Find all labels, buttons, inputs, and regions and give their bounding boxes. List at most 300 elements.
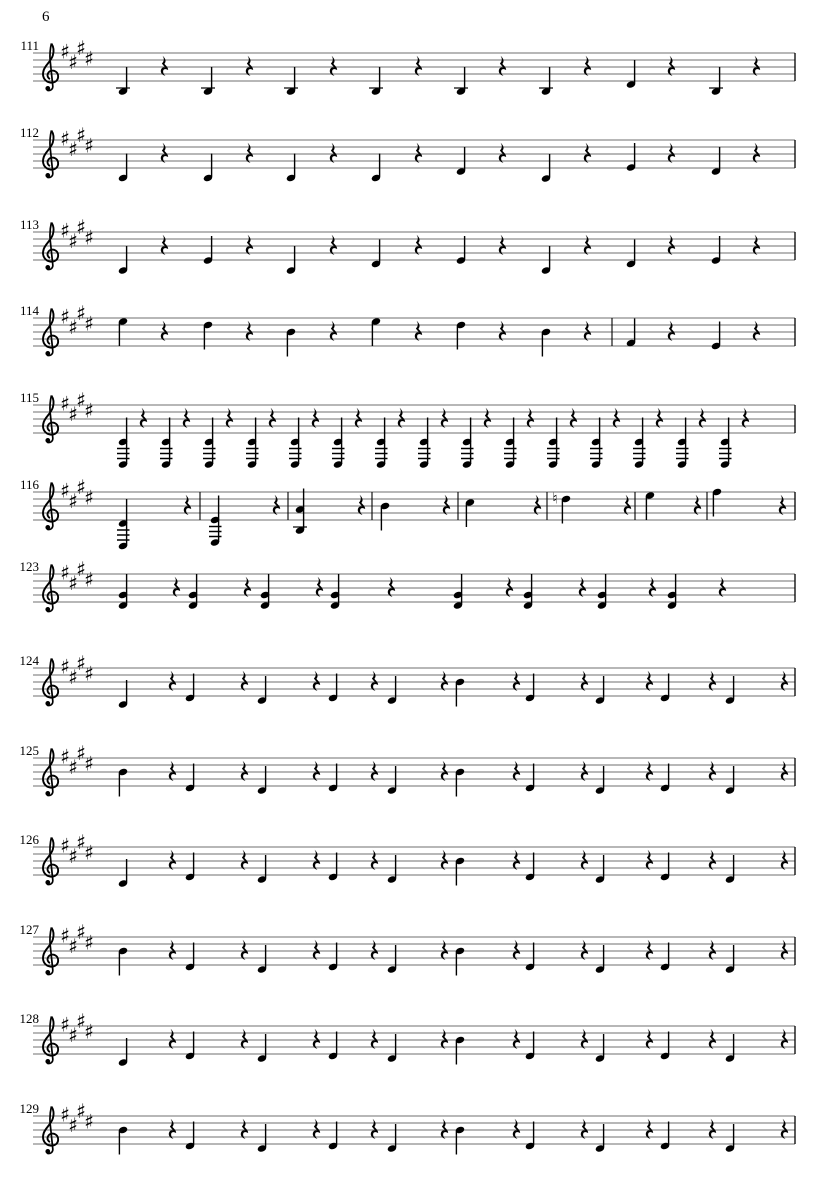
quarter-rest <box>646 671 653 691</box>
quarter-note <box>185 1032 195 1061</box>
quarter-note <box>203 321 213 350</box>
quarter-note <box>456 236 466 265</box>
quarter-rest <box>753 56 760 76</box>
quarter-rest <box>388 577 395 597</box>
treble-clef-dot <box>45 525 50 530</box>
quarter-note <box>525 853 535 882</box>
quarter-rest <box>313 850 320 870</box>
staff-system-114 <box>20 301 795 357</box>
quarter-rest <box>244 577 251 597</box>
quarter-rest <box>371 940 378 960</box>
quarter-rest <box>241 761 248 781</box>
quarter-rest <box>398 408 405 428</box>
quarter-rest <box>316 577 323 597</box>
quarter-note <box>525 943 535 972</box>
quarter-rest <box>513 850 520 870</box>
cluster-chord <box>203 418 216 469</box>
treble-clef-dot <box>45 438 50 443</box>
quarter-note <box>257 676 267 705</box>
key-signature-sharp: ♯ <box>76 301 86 325</box>
key-signature-sharp: ♯ <box>68 571 78 595</box>
measure-number: 114 <box>19 303 39 318</box>
treble-clef-dot <box>45 880 50 885</box>
quarter-note <box>595 1124 605 1153</box>
key-signature-sharp: ♯ <box>60 654 70 679</box>
quarter-note <box>257 945 267 974</box>
chord <box>667 574 677 610</box>
quarter-rest <box>443 495 450 515</box>
staff-system-111 <box>20 36 795 96</box>
quarter-rest <box>781 940 788 960</box>
key-signature-sharp: ♯ <box>68 665 78 689</box>
quarter-note <box>185 764 195 793</box>
quarter-rest <box>330 56 337 76</box>
quarter-rest <box>646 850 653 870</box>
quarter-rest <box>441 1119 448 1139</box>
cluster-chord <box>633 418 646 469</box>
quarter-rest <box>513 761 520 781</box>
quarter-rest <box>371 1119 378 1139</box>
cluster-chord <box>418 418 431 469</box>
key-signature-sharp: ♯ <box>60 923 70 948</box>
quarter-note <box>711 236 721 265</box>
key-signature-sharp: ♯ <box>68 402 78 426</box>
measure-number: 123 <box>19 559 39 574</box>
quarter-rest <box>169 761 176 781</box>
quarter-note <box>328 1122 338 1151</box>
quarter-rest <box>656 408 663 428</box>
quarter-rest <box>584 321 591 341</box>
key-signature-sharp: ♯ <box>76 1009 86 1033</box>
cluster-chord <box>289 418 302 469</box>
quarter-note <box>328 674 338 703</box>
quarter-rest <box>781 761 788 781</box>
cluster-chord <box>719 418 732 469</box>
key-signature-sharp: ♯ <box>84 661 94 686</box>
treble-clef-dot <box>45 86 50 91</box>
chord <box>597 574 607 610</box>
quarter-rest <box>584 235 591 255</box>
quarter-note <box>257 766 267 795</box>
quarter-note <box>456 321 466 350</box>
quarter-rest <box>241 1119 248 1139</box>
quarter-rest <box>668 235 675 255</box>
quarter-note <box>455 857 465 886</box>
key-signature-sharp: ♯ <box>76 388 86 412</box>
quarter-note <box>185 1122 195 1151</box>
quarter-rest <box>694 495 701 515</box>
cluster-chord <box>461 418 474 469</box>
quarter-rest <box>499 56 506 76</box>
treble-clef-dot <box>45 1059 50 1064</box>
key-signature-sharp: ♯ <box>68 755 78 779</box>
quarter-note <box>660 853 670 882</box>
key-signature-sharp: ♯ <box>68 50 78 74</box>
quarter-note <box>387 766 397 795</box>
quarter-rest <box>441 408 448 428</box>
key-signature-sharp: ♯ <box>84 311 94 336</box>
quarter-rest <box>584 56 591 76</box>
treble-clef-dot <box>45 1149 50 1154</box>
quarter-note <box>595 855 605 884</box>
key-signature-sharp: ♯ <box>68 844 78 868</box>
quarter-rest <box>753 143 760 163</box>
quarter-rest <box>371 1029 378 1049</box>
staff-system-116 <box>20 475 795 550</box>
quarter-note <box>541 328 551 357</box>
quarter-rest <box>441 850 448 870</box>
quarter-note <box>185 943 195 972</box>
quarter-rest <box>570 408 577 428</box>
quarter-rest <box>709 940 716 960</box>
quarter-note <box>118 947 128 976</box>
quarter-note <box>387 945 397 974</box>
quarter-rest <box>781 1119 788 1139</box>
quarter-note <box>257 1124 267 1153</box>
quarter-note <box>455 768 465 797</box>
chord <box>523 574 533 610</box>
quarter-rest <box>781 1029 788 1049</box>
key-signature-sharp: ♯ <box>68 1113 78 1137</box>
quarter-rest <box>779 495 786 515</box>
quarter-note <box>118 680 128 709</box>
quarter-rest <box>169 940 176 960</box>
quarter-rest <box>330 321 337 341</box>
cluster-chord <box>209 496 222 547</box>
quarter-note <box>725 945 735 974</box>
key-signature-sharp: ♯ <box>60 833 70 858</box>
key-signature-sharp: ♯ <box>84 133 94 158</box>
quarter-note <box>725 855 735 884</box>
key-signature-sharp: ♯ <box>60 304 70 329</box>
measure-number: 129 <box>19 1101 39 1116</box>
quarter-rest <box>241 940 248 960</box>
quarter-rest <box>709 761 716 781</box>
quarter-note <box>185 853 195 882</box>
quarter-rest <box>313 940 320 960</box>
quarter-rest <box>169 850 176 870</box>
measure-number: 126 <box>19 832 39 847</box>
cluster-chord <box>160 418 173 469</box>
quarter-rest <box>709 1029 716 1049</box>
key-signature-sharp: ♯ <box>76 741 86 765</box>
key-signature-sharp: ♯ <box>68 315 78 339</box>
staff-system-112 <box>20 123 795 183</box>
chord <box>293 489 307 535</box>
quarter-note <box>328 764 338 793</box>
staff-system-123 <box>20 557 796 612</box>
key-signature-sharp: ♯ <box>76 215 86 239</box>
quarter-rest <box>484 408 491 428</box>
quarter-rest <box>742 408 749 428</box>
measure-number: 111 <box>20 38 39 53</box>
key-signature-sharp: ♯ <box>76 920 86 944</box>
key-signature-sharp: ♯ <box>84 840 94 865</box>
chord <box>453 574 463 610</box>
treble-clef-dot <box>45 265 50 270</box>
quarter-rest <box>226 408 233 428</box>
quarter-rest <box>646 940 653 960</box>
key-signature-sharp: ♯ <box>68 489 78 513</box>
quarter-rest <box>513 1029 520 1049</box>
quarter-note <box>660 1032 670 1061</box>
key-signature-sharp: ♯ <box>60 218 70 243</box>
measure-number: 125 <box>19 743 39 758</box>
quarter-note <box>118 768 128 797</box>
key-signature-sharp: ♯ <box>60 744 70 769</box>
quarter-rest <box>579 577 586 597</box>
quarter-note <box>660 764 670 793</box>
quarter-note <box>525 1122 535 1151</box>
quarter-rest <box>330 235 337 255</box>
quarter-note <box>595 676 605 705</box>
quarter-note <box>525 1032 535 1061</box>
quarter-rest <box>668 143 675 163</box>
chord <box>118 574 128 610</box>
quarter-rest <box>646 761 653 781</box>
quarter-rest <box>581 940 588 960</box>
cluster-chord <box>547 418 560 469</box>
quarter-rest <box>313 761 320 781</box>
quarter-rest <box>649 577 656 597</box>
quarter-rest <box>415 321 422 341</box>
quarter-rest <box>241 850 248 870</box>
key-signature-sharp: ♯ <box>76 557 86 581</box>
quarter-rest <box>169 1029 176 1049</box>
staff-system-115 <box>20 388 795 469</box>
key-signature-sharp: ♯ <box>68 934 78 958</box>
measure-number: 115 <box>19 390 39 405</box>
quarter-note <box>725 1034 735 1063</box>
quarter-note <box>371 240 381 269</box>
key-signature-sharp: ♯ <box>76 1099 86 1123</box>
quarter-rest <box>441 940 448 960</box>
cluster-chord <box>504 418 517 469</box>
quarter-note <box>387 1034 397 1063</box>
cluster-chord <box>117 418 130 469</box>
quarter-rest <box>330 143 337 163</box>
quarter-rest <box>169 671 176 691</box>
cluster-chord <box>590 418 603 469</box>
staff-system-113 <box>20 215 795 275</box>
quarter-rest <box>753 235 760 255</box>
quarter-rest <box>513 1119 520 1139</box>
quarter-rest <box>581 1029 588 1049</box>
quarter-rest <box>527 408 534 428</box>
quarter-rest <box>246 56 253 76</box>
staff-system-126 <box>20 830 796 888</box>
quarter-rest <box>183 408 190 428</box>
key-signature-sharp: ♯ <box>68 1023 78 1047</box>
key-signature-sharp: ♯ <box>60 391 70 416</box>
quarter-rest <box>709 850 716 870</box>
key-signature-sharp: ♯ <box>76 123 86 147</box>
quarter-rest <box>161 56 168 76</box>
quarter-note <box>660 943 670 972</box>
quarter-note <box>595 766 605 795</box>
quarter-rest <box>355 408 362 428</box>
quarter-note <box>595 945 605 974</box>
quarter-rest <box>173 577 180 597</box>
quarter-note <box>387 855 397 884</box>
cluster-chord <box>332 418 345 469</box>
quarter-note <box>328 943 338 972</box>
quarter-rest <box>269 408 276 428</box>
quarter-note <box>387 676 397 705</box>
chord <box>260 574 270 610</box>
quarter-rest <box>668 56 675 76</box>
key-signature-sharp: ♯ <box>84 398 94 423</box>
measure-number: 113 <box>19 217 39 232</box>
quarter-rest <box>719 577 726 597</box>
quarter-rest <box>313 1119 320 1139</box>
quarter-note <box>660 674 670 703</box>
quarter-rest <box>709 671 716 691</box>
quarter-note <box>595 1034 605 1063</box>
quarter-rest <box>246 235 253 255</box>
quarter-rest <box>513 671 520 691</box>
quarter-note <box>455 1036 465 1065</box>
quarter-note <box>626 319 636 348</box>
quarter-rest <box>273 495 280 515</box>
quarter-rest <box>646 1119 653 1139</box>
quarter-rest <box>581 761 588 781</box>
quarter-note <box>328 1032 338 1061</box>
measure-number: 124 <box>19 653 39 668</box>
quarter-rest <box>140 408 147 428</box>
quarter-rest <box>581 850 588 870</box>
treble-clef-dot <box>45 351 50 356</box>
quarter-note <box>711 322 721 351</box>
staff-system-127 <box>20 920 796 976</box>
quarter-rest <box>371 671 378 691</box>
quarter-rest <box>581 1119 588 1139</box>
key-signature-sharp: ♯ <box>68 137 78 161</box>
staff-system-129 <box>20 1099 796 1155</box>
measure-number: 112 <box>19 125 39 140</box>
quarter-note <box>257 855 267 884</box>
key-signature-sharp: ♯ <box>84 1109 94 1134</box>
key-signature-sharp: ♯ <box>84 46 94 71</box>
quarter-note <box>257 1034 267 1063</box>
quarter-note <box>203 236 213 265</box>
quarter-note <box>725 1124 735 1153</box>
quarter-rest <box>668 321 675 341</box>
quarter-rest <box>313 671 320 691</box>
quarter-note <box>185 674 195 703</box>
treble-clef-dot <box>45 701 50 706</box>
quarter-rest <box>371 850 378 870</box>
quarter-rest <box>709 1119 716 1139</box>
key-signature-sharp: ♯ <box>84 930 94 955</box>
quarter-rest <box>169 1119 176 1139</box>
cluster-chord <box>246 418 259 469</box>
quarter-rest <box>613 408 620 428</box>
quarter-rest <box>312 408 319 428</box>
quarter-rest <box>415 143 422 163</box>
quarter-rest <box>161 143 168 163</box>
key-signature-sharp: ♯ <box>60 39 70 64</box>
quarter-rest <box>358 495 365 515</box>
chord <box>188 574 198 610</box>
quarter-note <box>118 859 128 888</box>
page-number: 6 <box>42 9 50 25</box>
key-signature-sharp: ♯ <box>84 485 94 510</box>
measure-number: 116 <box>19 477 39 492</box>
quarter-note <box>118 1126 128 1155</box>
cluster-chord <box>676 418 689 469</box>
quarter-note <box>525 764 535 793</box>
cluster-chord <box>375 418 388 469</box>
quarter-rest <box>415 235 422 255</box>
key-signature-sharp: ♯ <box>60 560 70 585</box>
quarter-rest <box>781 671 788 691</box>
quarter-note <box>286 328 296 357</box>
measure-number: 128 <box>19 1011 39 1026</box>
quarter-rest <box>241 671 248 691</box>
quarter-note <box>328 853 338 882</box>
quarter-rest <box>534 495 541 515</box>
key-signature-sharp: ♯ <box>84 225 94 250</box>
quarter-note <box>660 1122 670 1151</box>
treble-clef-dot <box>45 970 50 975</box>
quarter-note <box>455 947 465 976</box>
cluster-chord <box>117 499 130 550</box>
quarter-rest <box>441 671 448 691</box>
measure-number: 127 <box>19 922 39 937</box>
quarter-rest <box>499 143 506 163</box>
quarter-rest <box>506 577 513 597</box>
quarter-note <box>525 674 535 703</box>
quarter-rest <box>241 1029 248 1049</box>
quarter-note <box>455 678 465 707</box>
quarter-rest <box>584 143 591 163</box>
quarter-rest <box>371 761 378 781</box>
quarter-rest <box>441 761 448 781</box>
key-signature-sharp: ♯ <box>60 478 70 503</box>
quarter-note <box>455 1126 465 1155</box>
quarter-note <box>725 766 735 795</box>
key-signature-sharp: ♯ <box>68 229 78 253</box>
quarter-note <box>712 488 722 517</box>
key-signature-sharp: ♯ <box>60 1012 70 1037</box>
quarter-rest <box>646 1029 653 1049</box>
quarter-rest <box>161 235 168 255</box>
staff-system-128 <box>20 1009 796 1067</box>
key-signature-sharp: ♯ <box>84 567 94 592</box>
quarter-rest <box>246 321 253 341</box>
quarter-rest <box>499 235 506 255</box>
key-signature-sharp: ♯ <box>60 126 70 151</box>
key-signature-sharp: ♯ <box>76 36 86 60</box>
quarter-rest <box>781 850 788 870</box>
quarter-rest <box>499 321 506 341</box>
key-signature-sharp: ♯ <box>60 1102 70 1127</box>
natural-accidental: ♮ <box>552 489 558 508</box>
key-signature-sharp: ♯ <box>76 475 86 499</box>
key-signature-sharp: ♯ <box>76 830 86 854</box>
quarter-rest <box>161 321 168 341</box>
quarter-rest <box>624 495 631 515</box>
quarter-rest <box>753 321 760 341</box>
key-signature-sharp: ♯ <box>84 751 94 776</box>
key-signature-sharp: ♯ <box>76 651 86 675</box>
quarter-rest <box>441 1029 448 1049</box>
quarter-note <box>118 1038 128 1067</box>
quarter-note <box>380 502 390 531</box>
quarter-rest <box>581 671 588 691</box>
staff-system-124 <box>20 651 796 709</box>
